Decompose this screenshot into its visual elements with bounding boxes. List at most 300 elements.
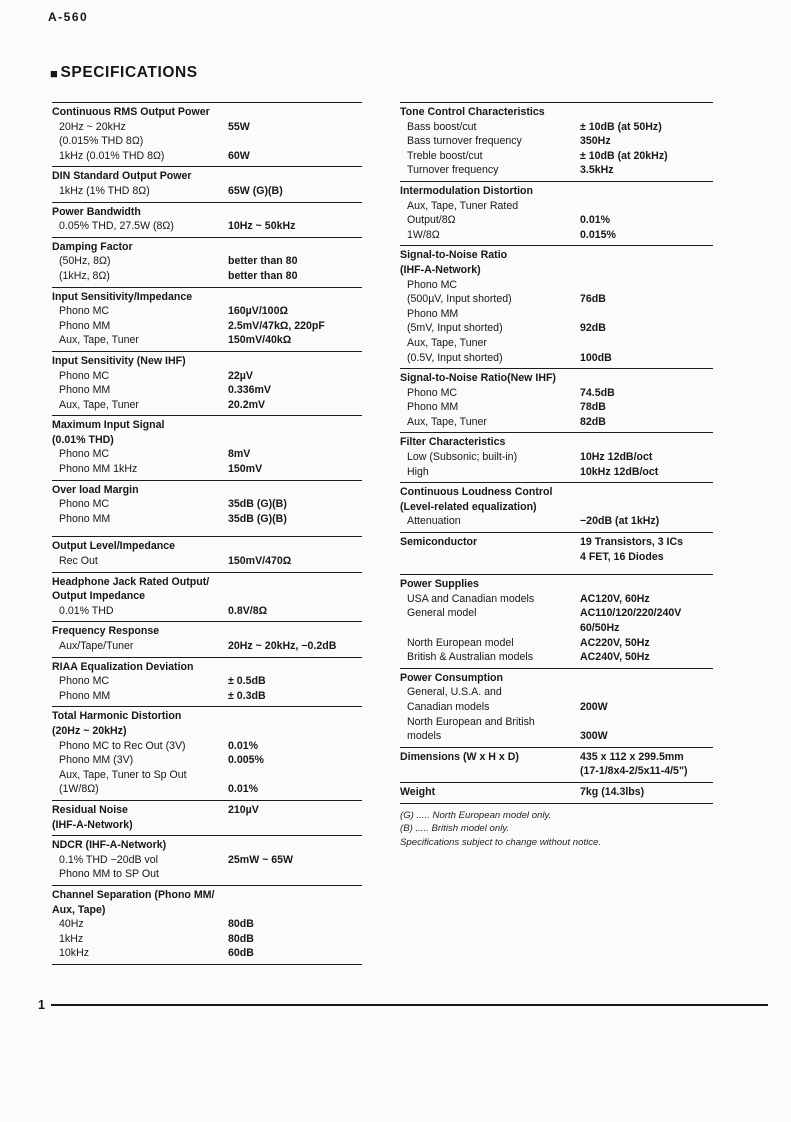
spec-value: 150mV/40kΩ	[228, 334, 292, 347]
spec-label: Aux, Tape, Tuner	[407, 336, 487, 349]
spec-section	[400, 181, 713, 245]
spec-section	[400, 668, 713, 747]
spec-row	[52, 853, 362, 868]
spec-value	[228, 818, 362, 833]
spec-heading-row	[52, 624, 362, 639]
spec-value: 60dB	[228, 947, 254, 960]
spec-value	[228, 903, 362, 918]
spec-section	[52, 166, 362, 201]
spec-heading-row	[400, 435, 713, 450]
spec-value	[580, 336, 713, 351]
spec-value	[580, 435, 713, 450]
spec-section	[400, 368, 713, 432]
spec-heading-row	[52, 483, 362, 498]
spec-value: AC120V, 60Hz	[580, 592, 650, 605]
spec-value	[228, 539, 362, 554]
spec-section	[400, 782, 713, 803]
spec-section	[400, 482, 713, 532]
spec-row	[400, 149, 713, 164]
spec-row	[400, 592, 713, 607]
spec-label: Bass turnover frequency	[407, 135, 522, 148]
spec-value: 10Hz 12dB/oct	[580, 451, 653, 464]
spec-row	[400, 764, 713, 779]
spec-label: Phono MM	[407, 307, 459, 320]
spec-heading-row	[400, 535, 713, 550]
spec-heading-row	[52, 240, 362, 255]
spec-label: Output Level/Impedance	[52, 540, 176, 553]
spec-label: Headphone Jack Rated Output/	[52, 575, 210, 588]
spec-section	[52, 621, 362, 656]
page-number: 1	[38, 998, 45, 1012]
spec-label: 10kHz	[59, 947, 90, 960]
spec-value: 3.5kHz	[580, 164, 614, 177]
spec-row	[52, 184, 362, 199]
spec-label: General, U.S.A. and	[407, 686, 502, 699]
spec-heading-row	[400, 184, 713, 199]
spec-section	[52, 800, 362, 835]
spec-label: Signal-to-Noise Ratio(New IHF)	[400, 372, 556, 385]
spec-label: 1W/8Ω	[407, 228, 440, 241]
spec-section	[400, 574, 713, 668]
spec-row	[52, 149, 362, 164]
spec-row	[52, 254, 362, 269]
spec-value: ± 0.5dB	[228, 675, 266, 688]
spec-label: (0.015% THD 8Ω)	[59, 135, 144, 148]
spec-label: North European and British	[407, 715, 535, 728]
spec-label: Weight	[400, 785, 436, 798]
spec-label: Power Bandwidth	[52, 205, 141, 218]
spec-value	[580, 105, 713, 120]
spec-row	[400, 450, 713, 465]
spec-value	[228, 205, 362, 220]
spec-row	[400, 199, 713, 214]
spec-heading-row	[52, 433, 362, 448]
spec-label: Input Sensitivity/Impedance	[52, 290, 193, 303]
spec-value: 200W	[580, 700, 608, 713]
spec-heading-row	[52, 660, 362, 675]
spec-value	[228, 768, 362, 783]
footnote-line: (G) ..... North European model only.	[400, 809, 552, 821]
spec-value: 100dB	[580, 351, 612, 364]
spec-section	[52, 415, 362, 479]
page-title	[50, 64, 198, 82]
spec-row	[400, 415, 713, 430]
spec-heading-row	[52, 803, 362, 818]
spec-value: 2.5mV/47kΩ, 220pF	[228, 319, 325, 332]
spec-label: British & Australian models	[407, 651, 534, 664]
spec-label: Phono MC	[59, 369, 110, 382]
spec-heading-row	[52, 724, 362, 739]
spec-row	[400, 307, 713, 322]
spec-row	[400, 715, 713, 730]
spec-value: 74.5dB	[580, 386, 615, 399]
spec-label: Channel Separation (Phono MM/	[52, 888, 215, 901]
spec-row	[52, 674, 362, 689]
spec-value: 92dB	[580, 322, 606, 335]
spec-value: 150mV/470Ω	[228, 555, 292, 568]
model-number: A-560	[48, 10, 89, 24]
spec-value: ± 10dB (at 20kHz)	[580, 149, 668, 162]
spec-heading-row	[52, 709, 362, 724]
spec-section	[52, 480, 362, 530]
spec-label: (IHF-A-Network)	[52, 818, 133, 831]
spec-value	[228, 589, 362, 604]
spec-value	[580, 307, 713, 322]
spec-heading-row	[52, 575, 362, 590]
spec-value	[228, 888, 362, 903]
spec-value: 0.01%	[228, 739, 259, 752]
spec-value	[580, 500, 713, 515]
spec-row	[400, 400, 713, 415]
spec-heading-row	[400, 671, 713, 686]
spec-value: ± 10dB (at 50Hz)	[580, 120, 662, 133]
spec-label: (50Hz, 8Ω)	[59, 255, 111, 268]
footer-rule	[51, 1004, 768, 1006]
spec-row	[52, 768, 362, 783]
spec-label	[400, 764, 580, 779]
spec-label: (500µV, Input shorted)	[407, 293, 512, 306]
spec-value	[580, 371, 713, 386]
footnote-line: (B) ..... British model only.	[400, 823, 510, 835]
spec-value: 25mW ~ 65W	[228, 853, 294, 866]
spec-row	[52, 447, 362, 462]
spec-value: 350Hz	[580, 135, 611, 148]
spec-row	[400, 292, 713, 307]
spec-label: Phono MM (3V)	[59, 754, 134, 767]
spec-heading-row	[52, 354, 362, 369]
spec-value	[228, 724, 362, 739]
spec-value	[228, 134, 362, 149]
spec-heading-row	[52, 903, 362, 918]
spec-label: Attenuation	[407, 515, 461, 528]
spec-label: Phono MC	[59, 498, 110, 511]
spec-row	[400, 134, 713, 149]
spec-row	[52, 917, 362, 932]
square-bullet-icon: ■	[50, 65, 59, 81]
spec-row	[400, 163, 713, 178]
spec-label: Phono MM to SP Out	[59, 868, 159, 881]
spec-label: Output Impedance	[52, 590, 145, 603]
spec-section	[52, 706, 362, 800]
spec-section	[400, 532, 713, 567]
spec-label: Phono MM	[59, 384, 111, 397]
spec-value: 0.015%	[580, 228, 616, 241]
spec-heading-row	[52, 539, 362, 554]
spec-label: Residual Noise	[52, 803, 128, 816]
spec-value	[228, 867, 362, 882]
spec-label: Total Harmonic Distortion	[52, 710, 182, 723]
spec-label: Phono MM	[407, 401, 459, 414]
spec-label: High	[407, 465, 429, 478]
spec-value	[228, 240, 362, 255]
spec-row	[52, 604, 362, 619]
spec-label: (0.01% THD)	[52, 433, 114, 446]
spec-heading-row	[52, 418, 362, 433]
spec-value: 0.8V/8Ω	[228, 604, 268, 617]
spec-heading-row	[400, 485, 713, 500]
spec-section	[52, 572, 362, 622]
spec-row	[52, 512, 362, 527]
spec-value	[228, 709, 362, 724]
spec-value	[228, 418, 362, 433]
spec-value: 0.01%	[580, 214, 611, 227]
spec-value	[228, 433, 362, 448]
spec-section	[400, 102, 713, 181]
spec-value: 35dB (G)(B)	[228, 512, 287, 525]
spec-label: Aux, Tape, Tuner Rated	[407, 199, 519, 212]
spec-column-left	[52, 102, 362, 965]
spec-row	[400, 685, 713, 700]
spec-row	[52, 319, 362, 334]
spec-label: 1kHz (0.01% THD 8Ω)	[59, 149, 165, 162]
spec-section	[52, 102, 362, 166]
spec-label: RIAA Equalization Deviation	[52, 660, 194, 673]
spec-section	[400, 245, 713, 368]
spec-value: 55W	[228, 120, 250, 133]
spec-value	[580, 715, 713, 730]
spec-value: 60W	[228, 149, 250, 162]
spec-label: (1W/8Ω)	[59, 783, 99, 796]
spec-row	[400, 550, 713, 565]
spec-label: Power Supplies	[400, 578, 479, 591]
spec-section	[52, 536, 362, 571]
spec-value: 80dB	[228, 918, 254, 931]
footnote-line: Specifications subject to change without notice.	[400, 836, 602, 848]
spec-heading-row	[52, 105, 362, 120]
spec-label: Frequency Response	[52, 625, 160, 638]
spec-row	[400, 465, 713, 480]
spec-row	[52, 333, 362, 348]
spec-row	[52, 462, 362, 477]
spec-label: Aux, Tape)	[52, 903, 106, 916]
spec-value: 8mV	[228, 448, 251, 461]
spec-row	[52, 134, 362, 149]
section-divider	[52, 964, 362, 965]
spec-value: 0.005%	[228, 754, 264, 767]
spec-value	[228, 354, 362, 369]
spec-label: Semiconductor	[400, 536, 478, 549]
spec-value: 20Hz ~ 20kHz, −0.2dB	[228, 640, 337, 652]
spec-label: Phono MM	[59, 689, 111, 702]
spec-heading-row	[400, 248, 713, 263]
spec-label: 40Hz	[59, 918, 84, 931]
spec-value	[580, 184, 713, 199]
spec-row	[400, 606, 713, 621]
spec-row	[400, 636, 713, 651]
spec-row	[52, 932, 362, 947]
spec-row	[52, 497, 362, 512]
spec-row	[400, 321, 713, 336]
spec-row	[52, 946, 362, 961]
spec-value	[580, 577, 713, 592]
spec-value: 160µV/100Ω	[228, 305, 288, 318]
spec-value: better than 80	[228, 255, 298, 268]
spec-row	[400, 120, 713, 135]
spec-value: 20.2mV	[228, 398, 266, 411]
spec-value	[580, 278, 713, 293]
spec-heading-row	[400, 500, 713, 515]
spec-row	[400, 621, 713, 636]
spec-label: Canadian models	[407, 700, 490, 713]
spec-value	[228, 660, 362, 675]
spec-row	[52, 398, 362, 413]
spec-row	[52, 383, 362, 398]
spec-row	[400, 650, 713, 665]
section-divider	[400, 803, 713, 804]
spec-row	[400, 386, 713, 401]
spec-label: Intermodulation Distortion	[400, 184, 534, 197]
spec-label: Treble boost/cut	[407, 149, 483, 162]
spec-row	[400, 514, 713, 529]
page-title-text: SPECIFICATIONS	[60, 64, 198, 81]
spec-label: 20Hz ~ 20kHz	[59, 120, 126, 133]
spec-section	[52, 835, 362, 885]
spec-label: Damping Factor	[52, 240, 133, 253]
spec-value	[228, 105, 362, 120]
spec-value: 300W	[580, 730, 608, 743]
spec-value: 82dB	[580, 415, 606, 428]
spec-label: Continuous Loudness Control	[400, 486, 553, 499]
spec-label: Phono MC to Rec Out (3V)	[59, 739, 186, 752]
spec-label: Over load Margin	[52, 483, 139, 496]
spec-row	[52, 219, 362, 234]
spec-value: 35dB (G)(B)	[228, 498, 287, 511]
spec-label: Turnover frequency	[407, 164, 499, 177]
spec-heading-row	[52, 169, 362, 184]
spec-label: Phono MC	[59, 675, 110, 688]
spec-value: 80dB	[228, 932, 254, 945]
spec-row	[400, 729, 713, 744]
spec-row	[400, 213, 713, 228]
spec-value: AC220V, 50Hz	[580, 636, 650, 649]
spec-row	[52, 369, 362, 384]
spec-label: Phono MM	[59, 512, 111, 525]
spec-value: 10kHz 12dB/oct	[580, 465, 659, 478]
spec-value: 22µV	[228, 369, 253, 382]
spec-label: models	[407, 730, 442, 743]
spec-value	[228, 483, 362, 498]
spec-row	[400, 278, 713, 293]
spec-value	[580, 485, 713, 500]
spec-heading-row	[400, 105, 713, 120]
spec-label: Aux, Tape, Tuner	[407, 415, 487, 428]
spec-section	[52, 237, 362, 287]
spec-label: (IHF-A-Network)	[400, 263, 481, 276]
spec-row	[52, 120, 362, 135]
spec-heading-row	[400, 577, 713, 592]
spec-heading-row	[52, 818, 362, 833]
spec-label: (20Hz ~ 20kHz)	[52, 724, 127, 737]
spec-row	[52, 782, 362, 797]
spec-row	[52, 639, 362, 654]
spec-heading-row	[52, 589, 362, 604]
spec-label: (0.5V, Input shorted)	[407, 351, 503, 364]
spec-label	[400, 621, 580, 636]
spec-value: 4 FET, 16 Diodes	[580, 550, 664, 563]
spec-label: Aux, Tape, Tuner to Sp Out	[59, 768, 187, 781]
footnotes	[400, 809, 713, 850]
spec-value	[228, 624, 362, 639]
spec-label: Output/8Ω	[407, 214, 456, 227]
spec-heading-row	[400, 263, 713, 278]
spec-value: 7kg (14.3lbs)	[580, 785, 645, 798]
spec-value: better than 80	[228, 269, 298, 282]
spec-row	[52, 867, 362, 882]
spec-value: 65W (G)(B)	[228, 184, 283, 197]
spec-label: Aux/Tape/Tuner	[59, 640, 134, 652]
spec-label: Phono MC	[407, 278, 458, 291]
spec-value: 435 x 112 x 299.5mm	[580, 750, 684, 763]
spec-label: 0.1% THD −20dB vol	[59, 853, 159, 866]
spec-value	[228, 838, 362, 853]
spec-label: Phono MM 1kHz	[59, 463, 138, 476]
spec-section	[52, 657, 362, 707]
spec-row	[400, 228, 713, 243]
spec-label: Bass boost/cut	[407, 120, 477, 133]
spec-row	[52, 304, 362, 319]
spec-value	[580, 685, 713, 700]
spec-label: Dimensions (W x H x D)	[400, 750, 519, 763]
spec-value: 60/50Hz	[580, 622, 620, 634]
spec-label: (Level-related equalization)	[400, 500, 537, 513]
spec-value: (17-1/8x4-2/5x11-4/5")	[580, 765, 688, 778]
spec-label: Continuous RMS Output Power	[52, 106, 210, 118]
spec-row	[400, 336, 713, 351]
spec-value: 0.336mV	[228, 384, 271, 397]
spec-value: ± 0.3dB	[228, 689, 266, 702]
spec-heading-row	[52, 888, 362, 903]
spec-column-right	[400, 102, 713, 849]
spec-label: Aux, Tape, Tuner	[59, 334, 139, 347]
spec-label	[400, 550, 580, 565]
spec-section	[52, 202, 362, 237]
spec-row	[52, 269, 362, 284]
spec-label: Maximum Input Signal	[52, 419, 165, 432]
spec-row	[52, 753, 362, 768]
spec-heading-row	[400, 750, 713, 765]
spec-label: NDCR (IHF-A-Network)	[52, 839, 167, 852]
spec-label: Phono MC	[407, 386, 458, 399]
spec-label: 1kHz	[59, 932, 84, 945]
spec-label: (5mV, Input shorted)	[407, 322, 503, 335]
spec-row	[400, 700, 713, 715]
spec-label: Low (Subsonic; built-in)	[407, 451, 518, 464]
spec-value: AC240V, 50Hz	[580, 651, 650, 664]
spec-label: General model	[407, 607, 477, 620]
spec-label: Input Sensitivity (New IHF)	[52, 354, 186, 367]
spec-label: Rec Out	[59, 555, 98, 568]
spec-heading-row	[52, 838, 362, 853]
spec-section	[52, 287, 362, 351]
spec-label: 0.05% THD, 27.5W (8Ω)	[59, 220, 174, 233]
spec-value	[228, 575, 362, 590]
spec-label: USA and Canadian models	[407, 592, 535, 605]
spec-value	[580, 199, 713, 214]
spec-label: (1kHz, 8Ω)	[59, 269, 110, 282]
spec-section	[52, 351, 362, 415]
page-footer	[38, 998, 768, 1012]
spec-value: 78dB	[580, 401, 606, 414]
spec-value: 150mV	[228, 463, 263, 476]
spec-heading-row	[400, 785, 713, 800]
spec-label: Phono MC	[59, 305, 110, 318]
spec-row	[52, 689, 362, 704]
spec-section	[400, 432, 713, 482]
spec-value: AC110/120/220/240V	[580, 607, 682, 620]
spec-label: Tone Control Characteristics	[400, 106, 545, 118]
spec-value	[580, 671, 713, 686]
spec-value: 10Hz ~ 50kHz	[228, 220, 296, 233]
